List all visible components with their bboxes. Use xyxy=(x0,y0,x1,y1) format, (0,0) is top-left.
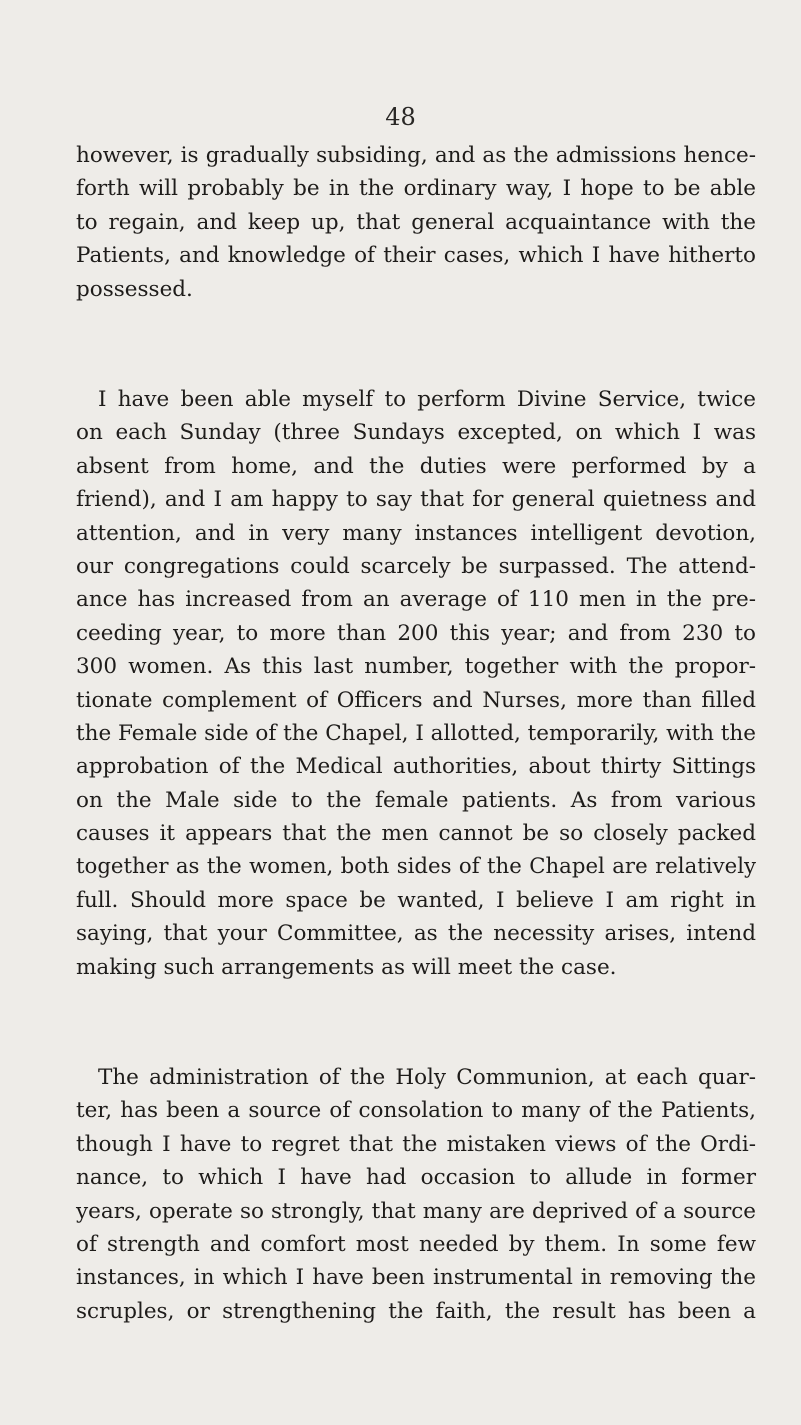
text-line: I have been able myself to perform Divine Service, twice xyxy=(98,387,756,412)
text-line: Patients, and knowledge of their cases, which I have hitherto xyxy=(76,243,756,269)
text-line: years, operate so strongly, that many are deprived of a source xyxy=(76,1198,756,1224)
text-line: though I have to regret that the mistaken views of the Ordi- xyxy=(76,1131,756,1157)
text-line: possessed. xyxy=(76,276,193,302)
text-line: making such arrangements as will meet the case. xyxy=(76,954,617,980)
paragraph-3 xyxy=(76,1061,756,1328)
text-line: the Female side of the Chapel, I allotted, temporarily, with the xyxy=(76,720,756,746)
text-line: saying, that your Committee, as the necessity arises, intend xyxy=(76,921,756,947)
text-line: tionate complement of Officers and Nurses, more than filled xyxy=(76,687,756,713)
text-line: friend), and I am happy to say that for general quietness and xyxy=(76,487,756,513)
text-line: our congregations could scarcely be surpassed. The attend- xyxy=(76,553,756,579)
text-line: approbation of the Medical authorities, about thirty Sittings xyxy=(76,754,756,780)
text-line: on the Male side to the female patients. As from various xyxy=(76,787,756,813)
text-line: ance has increased from an average of 110 men in the pre- xyxy=(76,587,756,613)
text-line: full. Should more space be wanted, I believe I am right in xyxy=(76,887,756,913)
text-line: forth will probably be in the ordinary way, I hope to be able xyxy=(76,176,756,202)
page-number: 48 xyxy=(385,103,416,131)
text-line: nance, to which I have had occasion to allude in former xyxy=(76,1165,756,1191)
text-line: 300 women. As this last number, together with the propor- xyxy=(76,654,756,680)
text-line: causes it appears that the men cannot be so closely packed xyxy=(76,821,756,847)
text-line: however, is gradually subsiding, and as the admissions hence- xyxy=(76,143,756,168)
text-line: instances, in which I have been instrumental in removing the xyxy=(76,1265,756,1291)
text-line: attention, and in very many instances intelligent devotion, xyxy=(76,520,756,546)
text-line: scruples, or strengthening the faith, the result has been a xyxy=(76,1298,756,1324)
text-line: to regain, and keep up, that general acquaintance with the xyxy=(76,209,756,235)
text-line: of strength and comfort most needed by them. In some few xyxy=(76,1231,756,1257)
text-line: The administration of the Holy Communion, at each quar- xyxy=(98,1065,756,1090)
text-line: ter, has been a source of consolation to many of the Patients, xyxy=(76,1098,756,1124)
text-line: absent from home, and the duties were performed by a xyxy=(76,453,756,479)
paragraph-2 xyxy=(76,383,756,984)
text-line: together as the women, both sides of the Chapel are relatively xyxy=(76,854,756,880)
paragraph-1 xyxy=(76,139,756,306)
text-line: ceeding year, to more than 200 this year; and from 230 to xyxy=(76,620,756,646)
text-line: on each Sunday (three Sundays excepted, on which I was xyxy=(76,420,756,446)
